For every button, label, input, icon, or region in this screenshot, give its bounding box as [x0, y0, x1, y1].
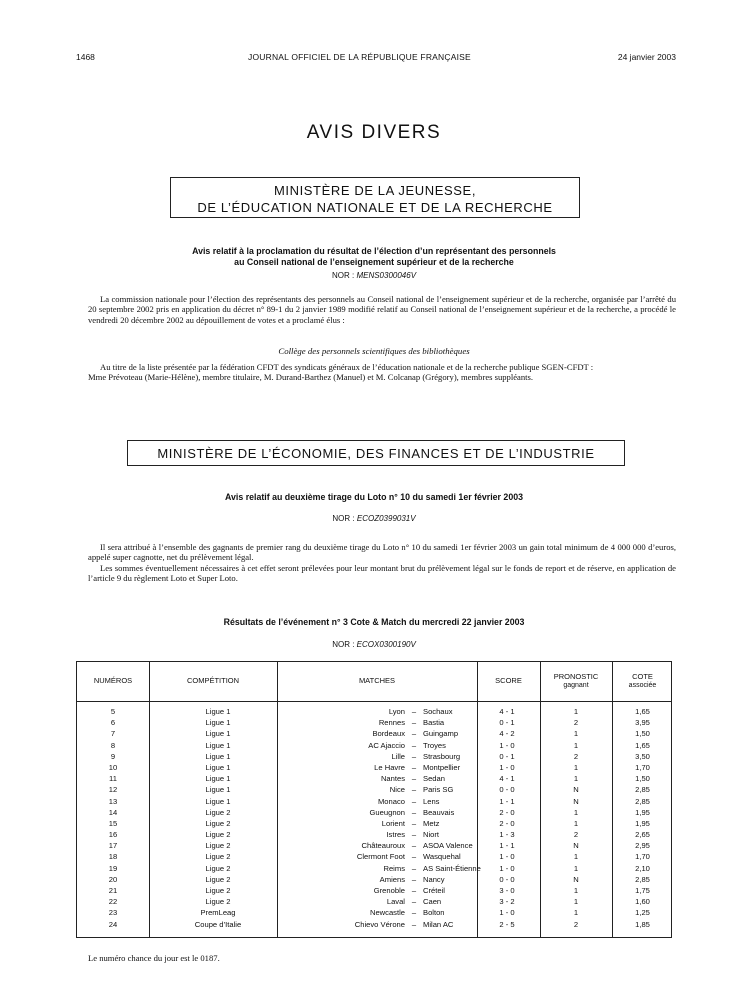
cell-score: 1 - 0: [499, 740, 515, 750]
cell-dash: –: [411, 919, 417, 929]
cell-competition: Ligue 1: [205, 774, 231, 784]
cell-home-team: Laval: [386, 897, 405, 907]
table-row: [77, 829, 671, 840]
cell-competition: Coupe d’Italie: [194, 919, 242, 929]
notice2-paragraphs: [88, 542, 676, 583]
nor-label: NOR :: [331, 271, 355, 280]
cell-pronostic: N: [573, 796, 579, 806]
table-row: [77, 907, 671, 918]
cell-pronostic: 1: [573, 818, 579, 828]
cell-away-team: Wasquehal: [423, 852, 461, 862]
cell-pronostic: 1: [573, 762, 579, 772]
cell-dash: –: [411, 874, 417, 884]
cell-cote: 1,85: [635, 919, 650, 929]
cell-numero: 6: [110, 718, 116, 728]
cell-dash: –: [411, 807, 417, 817]
table-row: [77, 796, 671, 807]
cell-numero: 9: [110, 751, 116, 761]
cell-competition: Ligue 1: [205, 751, 231, 761]
cell-competition: Ligue 2: [205, 841, 231, 851]
cell-home-team: Nantes: [380, 774, 405, 784]
cell-cote: 1,95: [635, 818, 650, 828]
cell-cote: 1,65: [635, 740, 650, 750]
notice1-paragraphs: [88, 362, 676, 383]
notice1-nor: [0, 271, 748, 280]
nor-label: NOR :: [332, 514, 355, 523]
cell-pronostic: 2: [573, 830, 579, 840]
cell-pronostic: 2: [573, 718, 579, 728]
cell-score: 0 - 1: [499, 751, 515, 761]
college-label: Collège des personnels scientifiques des bibliothèques: [278, 346, 470, 356]
cell-dash: –: [411, 796, 417, 806]
cell-away-team: Bastia: [423, 718, 445, 728]
cell-pronostic: 1: [573, 729, 579, 739]
cell-away-team: Sochaux: [423, 707, 453, 716]
cell-numero: 17: [108, 841, 118, 851]
cell-home-team: Newcastle: [369, 908, 405, 918]
cell-dash: –: [411, 841, 417, 851]
cell-numero: 8: [110, 740, 116, 750]
cell-away-team: Lens: [423, 796, 440, 806]
notice1-paragraph-1: [88, 294, 676, 325]
header-pronostic: [540, 662, 612, 701]
page-number: 1468: [76, 52, 95, 62]
cell-pronostic: 1: [573, 886, 579, 895]
cell-score: 1 - 1: [499, 841, 515, 851]
cell-dash: –: [411, 729, 417, 739]
cell-dash: –: [411, 852, 417, 862]
cell-dash: –: [411, 830, 417, 840]
cell-home-team: Bordeaux: [372, 729, 405, 739]
cell-score: 2 - 0: [499, 807, 515, 817]
cell-cote: 2,85: [635, 785, 650, 795]
cell-away-team: Nancy: [423, 874, 445, 884]
results-table: [76, 661, 672, 938]
cell-pronostic: 1: [573, 807, 579, 817]
header-cote-label: COTE: [632, 672, 653, 681]
cell-home-team: Lille: [391, 751, 405, 761]
cell-cote: 2,85: [635, 796, 650, 806]
cell-competition: Ligue 1: [205, 707, 231, 716]
table-row: [77, 784, 671, 795]
notice1-p2: Au titre de la liste présentée par la fédération CFDT des syndicats généraux de l’éducation nationale et de la recherche publique SGEN-CFDT :: [100, 362, 594, 372]
cell-home-team: Lorient: [381, 818, 405, 828]
cell-away-team: ASOA Valence: [423, 841, 473, 851]
cell-pronostic: 1: [573, 774, 579, 784]
cell-numero: 23: [108, 908, 118, 918]
cell-numero: 18: [108, 852, 118, 862]
notice1-p3: Mme Prévoteau (Marie-Hélène), membre titulaire, M. Durand-Barthez (Manuel) et M. Colcanap (Grégory), membres suppléants.: [88, 372, 534, 383]
notice2-title: Avis relatif au deuxième tirage du Loto n° 10 du samedi 1er février 2003: [225, 492, 523, 502]
cell-cote: 1,65: [635, 707, 650, 716]
cell-home-team: Reims: [383, 863, 405, 873]
cell-score: 4 - 2: [499, 729, 515, 739]
cell-dash: –: [411, 863, 417, 873]
cell-score: 1 - 0: [499, 852, 515, 862]
cell-pronostic: 1: [573, 908, 579, 918]
cell-home-team: Châteauroux: [361, 841, 405, 851]
notice2-p2: Les sommes éventuellement nécessaires à cet effet seront prélevées pour leur montant brut du prélèvement légal sur le fonds de report et de réserve, en application de l’article 9 du règlement Loto et Super Loto.: [88, 562, 676, 583]
cell-numero: 14: [108, 807, 118, 817]
header-matches: MATCHES: [358, 676, 396, 686]
cell-pronostic: 1: [573, 897, 579, 907]
ministry2-line: MINISTÈRE DE L’ÉCONOMIE, DES FINANCES ET DE L’INDUSTRIE: [157, 446, 595, 461]
ministry-line-1: MINISTÈRE DE LA JEUNESSE,: [273, 183, 477, 198]
cell-away-team: Metz: [423, 818, 440, 828]
cell-numero: 5: [110, 707, 116, 716]
cell-competition: Ligue 2: [205, 874, 231, 884]
header-pronostic-label: PRONOSTIC: [553, 672, 599, 681]
header-pronostic-sub: gagnant: [563, 681, 589, 689]
header-score: SCORE: [495, 676, 522, 686]
table-row: [77, 717, 671, 728]
cell-away-team: Milan AC: [423, 919, 454, 929]
cell-home-team: Rennes: [378, 718, 405, 728]
cell-score: 4 - 1: [499, 707, 515, 716]
cell-away-team: Caen: [423, 897, 442, 907]
cell-pronostic: N: [573, 874, 579, 884]
cell-score: 3 - 2: [499, 897, 515, 907]
cell-cote: 1,50: [635, 774, 650, 784]
cell-cote: 1,60: [635, 897, 650, 907]
section-title: AVIS DIVERS: [306, 122, 442, 143]
cell-cote: 3,50: [635, 751, 650, 761]
cell-numero: 12: [108, 785, 118, 795]
table-row: [77, 840, 671, 851]
table-row: [77, 706, 671, 717]
cell-numero: 7: [110, 729, 116, 739]
cell-cote: 1,70: [635, 762, 650, 772]
notice1-title: [0, 246, 748, 268]
cell-competition: Ligue 2: [205, 863, 231, 873]
cell-cote: 1,95: [635, 807, 650, 817]
cell-cote: 1,70: [635, 852, 650, 862]
issue-date: 24 janvier 2003: [617, 52, 676, 62]
ministry-line-2: DE L’ÉDUCATION NATIONALE ET DE LA RECHERCHE: [197, 200, 553, 215]
cell-competition: Ligue 2: [205, 807, 231, 817]
cell-pronostic: 1: [573, 852, 579, 862]
cell-score: 2 - 0: [499, 818, 515, 828]
footer-note: Le numéro chance du jour est le 0187.: [88, 953, 220, 963]
cell-cote: 2,10: [635, 863, 650, 873]
table-row: [77, 885, 671, 896]
cell-competition: Ligue 1: [205, 762, 231, 772]
nor-code: ECOZ0399031V: [356, 514, 416, 523]
cell-numero: 24: [108, 919, 118, 929]
cell-competition: Ligue 2: [205, 897, 231, 907]
notice2-p1: Il sera attribué à l’ensemble des gagnants de premier rang du deuxième tirage du Loto n° 10 du samedi 1er février 2003 un gain total minimum de 4 000 000 d’euros, appelé super cagnotte, net du prélèvement légal.: [88, 542, 676, 563]
header-cote-sub: associée: [628, 681, 657, 689]
cell-score: 1 - 0: [499, 863, 515, 873]
cell-competition: Ligue 1: [205, 729, 231, 739]
cell-competition: PremLeag: [200, 908, 236, 918]
cell-away-team: Beauvais: [423, 807, 455, 817]
cell-dash: –: [411, 718, 417, 728]
cell-score: 1 - 1: [499, 796, 515, 806]
table-row: [77, 863, 671, 874]
nor-code: MENS0300046V: [356, 271, 417, 280]
cell-numero: 16: [108, 830, 118, 840]
cell-numero: 10: [108, 762, 118, 772]
cell-score: 1 - 0: [499, 762, 515, 772]
notice2-nor: [0, 514, 748, 523]
cell-pronostic: 1: [573, 740, 579, 750]
header-numeros: NUMÉROS: [93, 676, 133, 686]
cell-away-team: Guingamp: [423, 729, 459, 739]
ministry-box-economie: [127, 440, 625, 466]
cell-numero: 21: [108, 886, 118, 895]
cell-competition: Ligue 1: [205, 785, 231, 795]
cell-pronostic: 1: [573, 863, 579, 873]
table-row: [77, 773, 671, 784]
cell-cote: 1,75: [635, 886, 650, 895]
cell-numero: 11: [109, 774, 117, 784]
cell-dash: –: [411, 818, 417, 828]
cell-away-team: Niort: [423, 830, 440, 840]
cell-home-team: Gueugnon: [369, 807, 405, 817]
cell-cote: 2,95: [635, 841, 650, 851]
table-row: [77, 751, 671, 762]
cell-score: 0 - 1: [499, 718, 515, 728]
cell-away-team: AS Saint-Étienne: [423, 863, 481, 873]
cell-home-team: Nice: [389, 785, 405, 795]
notice1-title-line2: au Conseil national de l’enseignement supérieur et de la recherche: [234, 257, 514, 267]
cell-score: 2 - 5: [499, 919, 515, 929]
cell-numero: 19: [108, 863, 118, 873]
cell-competition: Ligue 2: [205, 830, 231, 840]
cell-home-team: AC Ajaccio: [368, 740, 405, 750]
table-row: [77, 874, 671, 885]
cell-home-team: Chievo Vérone: [354, 919, 405, 929]
table-row: [77, 728, 671, 739]
cell-home-team: Lyon: [388, 707, 405, 716]
cell-cote: 2,85: [635, 874, 650, 884]
cell-score: 1 - 0: [499, 908, 515, 918]
cell-score: 0 - 0: [499, 874, 515, 884]
table-row: [77, 851, 671, 862]
cell-pronostic: 1: [573, 707, 579, 716]
cell-pronostic: 2: [573, 751, 579, 761]
cell-score: 4 - 1: [499, 774, 515, 784]
cell-dash: –: [411, 785, 417, 795]
ministry-box-education: [170, 177, 580, 218]
cell-numero: 20: [108, 874, 118, 884]
cell-home-team: Grenoble: [373, 886, 405, 895]
notice1-p1: La commission nationale pour l’élection des représentants des personnels au Conseil national de l’enseignement supérieur et de la recherche, organisée par l’arrêté du 20 septembre 2002 pris en application du décret n° 89-1 du 2 janvier 1989 modifié relatif au Conseil national de l’enseignement supérieur et de la recherche, a procédé le vendredi 20 décembre 2002 au dépouillement de votes et a proclamé élus :: [88, 294, 676, 325]
cell-cote: 1,50: [635, 729, 650, 739]
cell-home-team: Istres: [386, 830, 405, 840]
cell-numero: 13: [108, 796, 118, 806]
nor-label: NOR :: [332, 640, 355, 649]
cell-away-team: Troyes: [423, 740, 446, 750]
cell-competition: Ligue 1: [205, 740, 231, 750]
notice3-title: Résultats de l’événement n° 3 Cote & Match du mercredi 22 janvier 2003: [223, 617, 525, 627]
table-row: [77, 807, 671, 818]
cell-pronostic: 2: [573, 919, 579, 929]
cell-away-team: Créteil: [423, 886, 445, 895]
cell-competition: Ligue 2: [205, 818, 231, 828]
cell-home-team: Le Havre: [374, 762, 405, 772]
cell-dash: –: [411, 707, 417, 716]
cell-numero: 22: [108, 897, 118, 907]
cell-cote: 2,65: [635, 830, 650, 840]
cell-dash: –: [411, 774, 417, 784]
table-row: [77, 919, 671, 930]
cell-home-team: Amiens: [379, 874, 405, 884]
notice1-title-line1: Avis relatif à la proclamation du résultat de l’élection d’un représentant des personnels: [192, 246, 556, 256]
cell-pronostic: N: [573, 841, 579, 851]
nor-code: ECOX0300190V: [356, 640, 416, 649]
table-row: [77, 896, 671, 907]
cell-dash: –: [411, 751, 417, 761]
cell-away-team: Strasbourg: [423, 751, 461, 761]
table-body: [77, 706, 671, 930]
header-cote: [612, 662, 673, 701]
cell-dash: –: [411, 897, 417, 907]
header-competition: COMPÉTITION: [186, 676, 240, 686]
journal-title: JOURNAL OFFICIEL DE LA RÉPUBLIQUE FRANÇAISE: [248, 52, 471, 62]
cell-competition: Ligue 2: [205, 852, 231, 862]
cell-cote: 3,95: [635, 718, 650, 728]
cell-score: 3 - 0: [499, 886, 515, 895]
table-row: [77, 740, 671, 751]
table-row: [77, 762, 671, 773]
table-row: [77, 818, 671, 829]
cell-cote: 1,25: [635, 908, 650, 918]
cell-numero: 15: [108, 818, 118, 828]
cell-score: 0 - 0: [499, 785, 515, 795]
cell-competition: Ligue 2: [205, 886, 231, 895]
cell-home-team: Monaco: [377, 796, 405, 806]
cell-away-team: Bolton: [423, 908, 445, 918]
cell-home-team: Clermont Foot: [356, 852, 405, 862]
cell-away-team: Montpellier: [423, 762, 461, 772]
notice3-nor: [0, 640, 748, 649]
cell-away-team: Paris SG: [423, 785, 454, 795]
cell-competition: Ligue 1: [205, 718, 231, 728]
cell-pronostic: N: [573, 785, 579, 795]
cell-score: 1 - 3: [499, 830, 515, 840]
cell-dash: –: [411, 740, 417, 750]
cell-dash: –: [411, 908, 417, 918]
cell-competition: Ligue 1: [205, 796, 231, 806]
cell-away-team: Sedan: [423, 774, 445, 784]
cell-dash: –: [411, 886, 417, 895]
cell-dash: –: [411, 762, 417, 772]
